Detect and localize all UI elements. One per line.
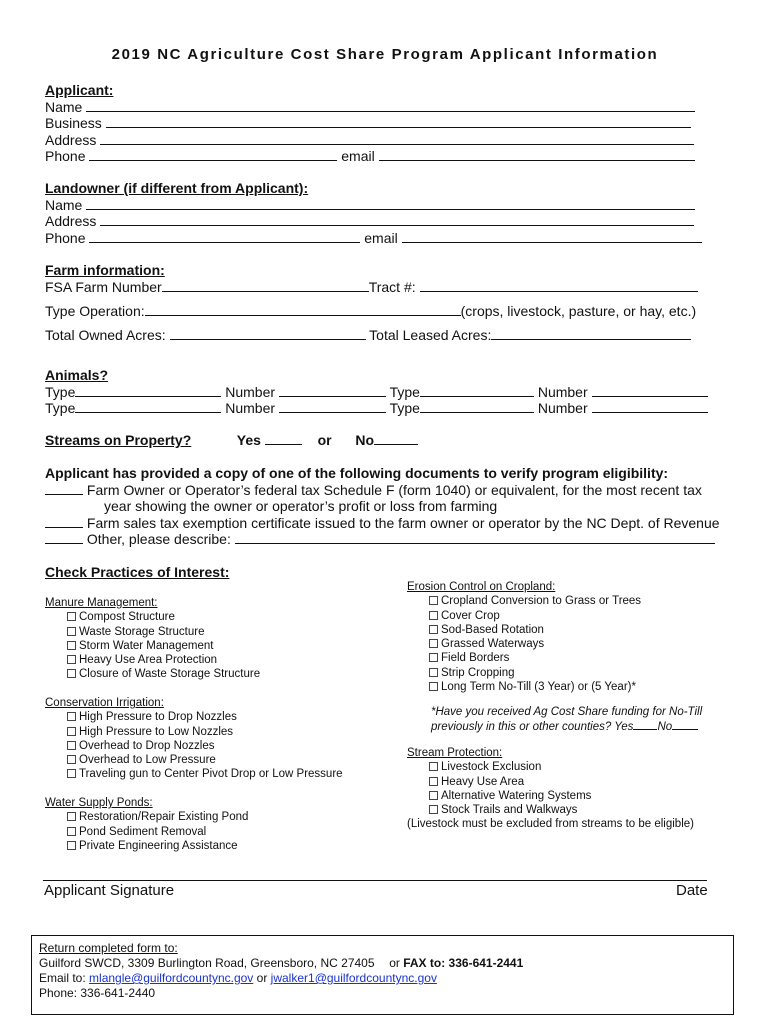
email-link-jwalker[interactable]: jwalker1@guilfordcountync.gov — [270, 971, 437, 985]
document-1-check-field[interactable] — [45, 482, 83, 495]
applicant-name-field[interactable] — [86, 99, 695, 112]
animals-row-2 — [45, 400, 708, 417]
landowner-heading: Landowner (if different from Applicant): — [45, 180, 309, 196]
landowner-email-field[interactable] — [402, 230, 702, 243]
animal-number-label: Number — [537, 383, 588, 400]
document-2-text: Farm sales tax exemption certificate issued to the farm owner or operator by the NC Dept. of Revenue — [86, 514, 720, 531]
applicant-phone-label: Phone — [45, 148, 86, 164]
stream-protection-heading: Stream Protection: — [407, 747, 503, 759]
animal-type-label: Type — [389, 400, 420, 416]
email-label: Email to: — [39, 971, 86, 985]
checkbox-icon[interactable] — [429, 762, 438, 771]
applicant-business-field[interactable] — [106, 115, 691, 128]
email-or-label: or — [256, 971, 268, 985]
checkbox-icon[interactable] — [429, 653, 438, 662]
streams-yes-field[interactable] — [265, 432, 302, 445]
applicant-address-row — [45, 132, 695, 149]
checkbox-icon[interactable] — [67, 655, 76, 664]
applicant-phone-field[interactable] — [89, 148, 337, 161]
checkbox-icon[interactable] — [67, 641, 76, 650]
return-address: Guilford SWCD, 3309 Burlington Road, Greensboro, NC 27405 — [39, 956, 375, 970]
ponds-section — [45, 796, 248, 853]
animal-type-field[interactable] — [420, 400, 534, 413]
practice-label: High Pressure to Drop Nozzles — [79, 711, 237, 724]
animal-number-field[interactable] — [592, 384, 708, 397]
practice-checkbox-item[interactable] — [429, 666, 641, 680]
applicant-name-row — [45, 99, 695, 116]
checkbox-icon[interactable] — [67, 627, 76, 636]
animal-type-label: Type — [45, 383, 76, 400]
practice-checkbox-item[interactable] — [429, 594, 641, 608]
practice-checkbox-item[interactable] — [429, 623, 641, 637]
practice-label: Heavy Use Area — [441, 775, 525, 788]
practice-checkbox-item[interactable] — [429, 775, 694, 789]
animal-number-label: Number — [537, 400, 588, 416]
irrigation-list — [45, 710, 343, 781]
checkbox-icon[interactable] — [67, 827, 76, 836]
animal-number-label: Number — [225, 383, 276, 400]
ponds-heading: Water Supply Ponds: — [45, 797, 153, 809]
type-operation-field[interactable] — [145, 303, 461, 316]
checkbox-icon[interactable] — [429, 668, 438, 677]
document-item-3 — [45, 531, 720, 548]
date-label: Date — [676, 882, 708, 899]
fax-number: FAX to: 336-641-2441 — [403, 956, 524, 970]
no-till-no-label: No — [657, 721, 673, 734]
document-2-check-field[interactable] — [45, 515, 83, 528]
return-info-box — [31, 935, 734, 1015]
practice-label: Private Engineering Assistance — [79, 839, 238, 852]
practice-checkbox-item[interactable] — [67, 610, 260, 624]
checkbox-icon[interactable] — [67, 755, 76, 764]
checkbox-icon[interactable] — [429, 805, 438, 814]
landowner-name-row — [45, 197, 702, 214]
animal-type-field[interactable] — [75, 384, 221, 397]
practice-label: Strip Cropping — [441, 666, 515, 679]
practice-checkbox-item[interactable] — [429, 637, 641, 651]
tract-field[interactable] — [420, 279, 698, 292]
email-link-mlangle[interactable]: mlangle@guilfordcountync.gov — [89, 971, 254, 985]
landowner-address-field[interactable] — [100, 213, 694, 226]
practice-label: Alternative Watering Systems — [441, 789, 592, 802]
manure-list — [45, 610, 260, 681]
landowner-address-row — [45, 213, 702, 230]
landowner-phone-label: Phone — [45, 229, 86, 246]
type-operation-hint: (crops, livestock, pasture, or hay, etc.) — [460, 303, 697, 319]
stream-protection-section — [407, 746, 694, 832]
practice-checkbox-item[interactable] — [67, 753, 343, 767]
practice-label: Cover Crop — [441, 609, 500, 622]
applicant-email-field[interactable] — [379, 148, 695, 161]
return-phone: Phone: 336-641-2440 — [39, 986, 156, 1000]
practice-label: Waste Storage Structure — [79, 625, 205, 638]
leased-acres-field[interactable] — [491, 327, 691, 340]
applicant-name-label: Name — [45, 98, 83, 115]
practice-label: Cropland Conversion to Grass or Trees — [441, 595, 642, 608]
practice-label: Livestock Exclusion — [441, 761, 542, 774]
landowner-phone-field[interactable] — [89, 230, 360, 243]
animal-number-field[interactable] — [279, 400, 386, 413]
erosion-section — [407, 580, 641, 694]
animal-type-label: Type — [389, 383, 420, 400]
checkbox-icon[interactable] — [67, 712, 76, 721]
practice-checkbox-item[interactable] — [429, 680, 641, 694]
practice-checkbox-item[interactable] — [429, 760, 694, 774]
farm-fsa-row — [45, 279, 698, 296]
practice-checkbox-item[interactable] — [429, 789, 694, 803]
documents-section — [45, 465, 720, 548]
animals-row-1 — [45, 384, 708, 401]
practice-checkbox-item[interactable] — [67, 825, 248, 839]
practice-checkbox-item[interactable] — [67, 639, 260, 653]
landowner-address-label: Address — [45, 213, 97, 229]
checkbox-icon[interactable] — [429, 682, 438, 691]
practice-checkbox-item[interactable] — [67, 739, 343, 753]
practice-checkbox-item[interactable] — [67, 839, 248, 853]
no-till-no-field[interactable] — [672, 719, 698, 730]
farm-section — [45, 262, 698, 295]
practice-checkbox-item[interactable] — [67, 625, 260, 639]
checkbox-icon[interactable] — [429, 777, 438, 786]
animal-number-field[interactable] — [279, 384, 386, 397]
fsa-label: FSA Farm Number — [45, 278, 162, 295]
practice-label: Overhead to Low Pressure — [79, 754, 216, 767]
type-operation-label: Type Operation: — [45, 303, 145, 319]
document-3-text: Other, please describe: — [86, 531, 231, 547]
streams-label: Streams on Property? — [45, 432, 192, 448]
practice-label: Pond Sediment Removal — [79, 825, 207, 838]
owned-acres-label: Total Owned Acres: — [45, 327, 166, 343]
acres-row — [45, 327, 691, 344]
animal-number-field[interactable] — [592, 400, 708, 413]
no-till-note — [431, 705, 702, 735]
document-item-1 — [45, 482, 720, 499]
animal-type-field[interactable] — [420, 384, 534, 397]
practice-label: Heavy Use Area Protection — [79, 654, 218, 667]
checkbox-icon[interactable] — [67, 812, 76, 821]
landowner-name-label: Name — [45, 196, 83, 213]
practice-checkbox-item[interactable] — [67, 810, 248, 824]
checkbox-icon[interactable] — [67, 669, 76, 678]
practice-label: Closure of Waste Storage Structure — [79, 668, 261, 681]
checkbox-icon[interactable] — [67, 769, 76, 778]
streams-no-field[interactable] — [374, 432, 418, 445]
farm-heading: Farm information: — [45, 262, 165, 278]
animal-type-label: Type — [45, 400, 76, 416]
checkbox-icon[interactable] — [67, 727, 76, 736]
practice-checkbox-item[interactable] — [67, 667, 260, 681]
practice-checkbox-item[interactable] — [67, 767, 343, 781]
applicant-email-label: email — [341, 148, 375, 164]
applicant-heading: Applicant: — [45, 82, 114, 98]
documents-heading: Applicant has provided a copy of one of the following documents to verify program eligibility: — [45, 465, 669, 481]
practice-checkbox-item[interactable] — [67, 710, 343, 724]
practice-checkbox-item[interactable] — [67, 725, 343, 739]
manure-heading: Manure Management: — [45, 597, 158, 609]
practice-label: Sod-Based Rotation — [441, 623, 544, 636]
fsa-field[interactable] — [162, 279, 369, 292]
return-email-row — [39, 971, 726, 986]
landowner-name-field[interactable] — [86, 197, 695, 210]
streams-row — [45, 432, 418, 449]
landowner-phone-row — [45, 230, 702, 247]
practice-label: Long Term No-Till (3 Year) or (5 Year)* — [441, 681, 636, 694]
practice-checkbox-item[interactable] — [429, 803, 694, 817]
practice-checkbox-item[interactable] — [429, 651, 641, 665]
page-title: 2019 NC Agriculture Cost Share Program Applicant Information — [111, 46, 659, 63]
no-till-yes-field[interactable] — [633, 719, 657, 730]
practice-label: Grassed Waterways — [441, 638, 545, 651]
no-till-yes-label: previously in this or other counties? Yes — [431, 721, 634, 734]
manure-section — [45, 596, 260, 682]
checkbox-icon[interactable] — [429, 639, 438, 648]
stream-protection-note: (Livestock must be excluded from streams to be eligible) — [407, 818, 694, 831]
applicant-business-row — [45, 115, 695, 132]
animal-number-label: Number — [225, 400, 276, 416]
ponds-list — [45, 810, 248, 853]
streams-no-label: No — [355, 432, 375, 448]
applicant-address-field[interactable] — [100, 132, 694, 145]
irrigation-section — [45, 696, 343, 782]
applicant-section — [45, 82, 695, 165]
signature-line[interactable] — [43, 880, 707, 881]
practice-label: Traveling gun to Center Pivot Drop or Low Pressure — [79, 768, 343, 781]
checkbox-icon[interactable] — [429, 596, 438, 605]
return-address-row — [39, 956, 726, 971]
erosion-list — [407, 594, 641, 694]
practice-label: High Pressure to Low Nozzles — [79, 725, 234, 738]
document-item-1-cont: year showing the owner or operator’s profit or loss from farming — [104, 498, 498, 514]
checkbox-icon[interactable] — [429, 791, 438, 800]
practice-checkbox-item[interactable] — [67, 653, 260, 667]
streams-yes-label: Yes — [236, 432, 261, 448]
owned-acres-field[interactable] — [170, 327, 366, 340]
tract-label: Tract #: — [368, 278, 416, 295]
practice-label: Stock Trails and Walkways — [441, 804, 578, 817]
document-item-2 — [45, 515, 720, 532]
animals-section — [45, 367, 708, 417]
practice-label: Field Borders — [441, 652, 510, 665]
irrigation-heading: Conservation Irrigation: — [45, 697, 164, 709]
practice-label: Storm Water Management — [79, 639, 214, 652]
return-heading: Return completed form to: — [39, 941, 178, 955]
animals-heading: Animals? — [45, 367, 109, 383]
landowner-section — [45, 180, 702, 246]
signature-label: Applicant Signature — [44, 882, 175, 899]
practices-heading: Check Practices of Interest: — [45, 564, 230, 580]
practice-label: Compost Structure — [79, 611, 175, 624]
practice-label: Overhead to Drop Nozzles — [79, 739, 215, 752]
checkbox-icon[interactable] — [429, 625, 438, 634]
checkbox-icon[interactable] — [429, 611, 438, 620]
landowner-email-label: email — [364, 229, 398, 246]
streams-or-label: or — [317, 432, 332, 448]
return-or-label: or — [389, 956, 400, 970]
practice-checkbox-item[interactable] — [429, 609, 641, 623]
applicant-phone-row — [45, 148, 695, 165]
document-3-describe-field[interactable] — [235, 531, 715, 544]
applicant-business-label: Business — [45, 115, 102, 131]
document-3-check-field[interactable] — [45, 531, 83, 544]
animal-type-field[interactable] — [75, 400, 221, 413]
no-till-note-line-1: *Have you received Ag Cost Share funding for No-Till — [431, 706, 703, 718]
checkbox-icon[interactable] — [67, 841, 76, 850]
erosion-heading: Erosion Control on Cropland: — [407, 581, 556, 593]
checkbox-icon[interactable] — [67, 612, 76, 621]
no-till-note-line-2 — [431, 719, 702, 734]
stream-protection-list — [407, 760, 694, 817]
practice-label: Restoration/Repair Existing Pond — [79, 811, 249, 824]
document-1-text: Farm Owner or Operator’s federal tax Schedule F (form 1040) or equivalent, for the most recent tax — [86, 481, 702, 498]
type-operation-row — [45, 303, 696, 320]
applicant-address-label: Address — [45, 131, 97, 148]
checkbox-icon[interactable] — [67, 741, 76, 750]
leased-acres-label: Total Leased Acres: — [369, 327, 492, 343]
